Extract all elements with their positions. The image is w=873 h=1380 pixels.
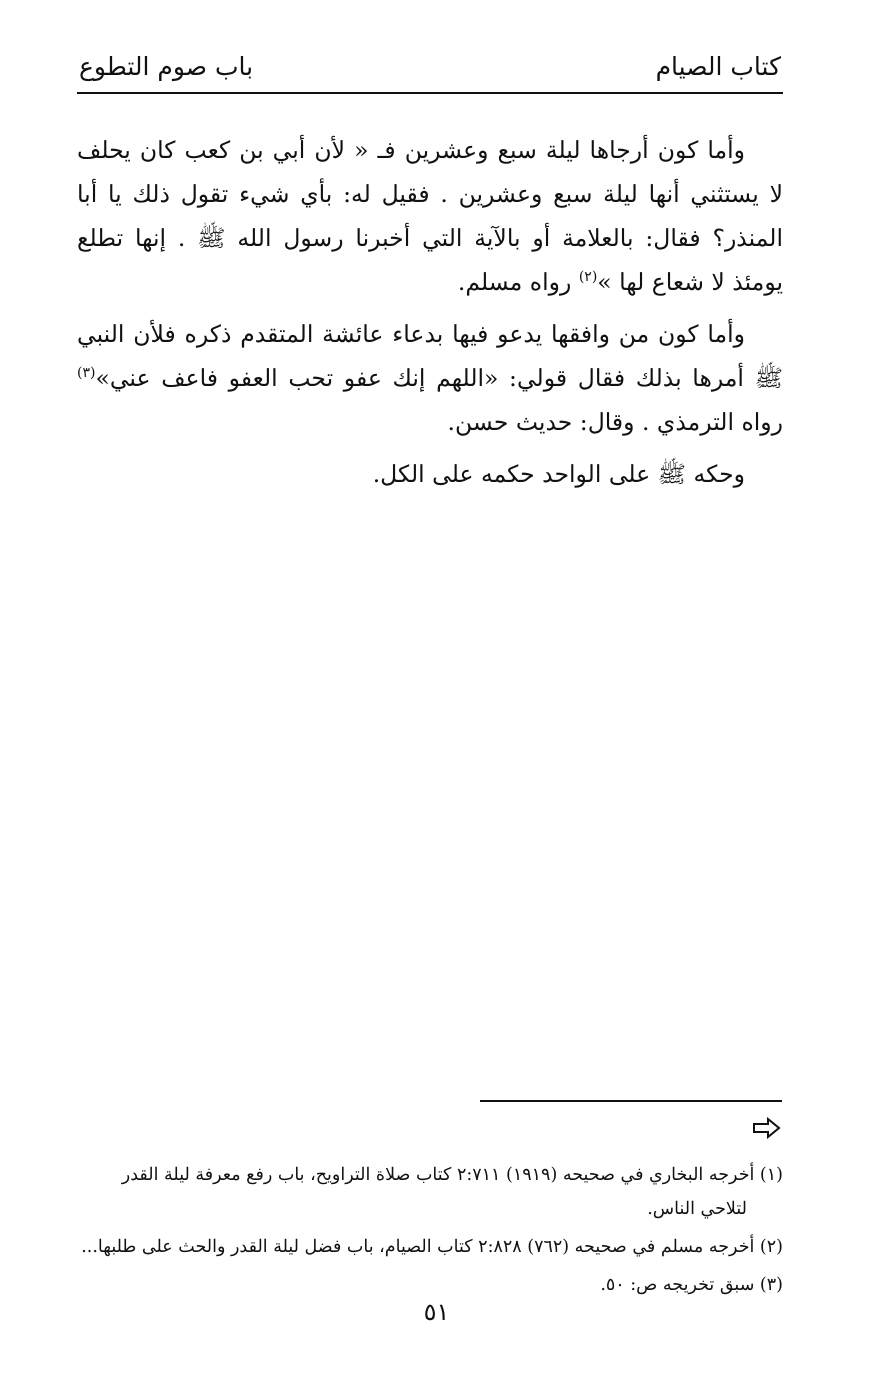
footnote-ref-2: (٢) [578, 269, 598, 286]
book-title: كتاب الصيام [655, 52, 781, 81]
right-arrow-outline-icon [752, 1116, 782, 1140]
page-number: ٥١ [423, 1298, 450, 1326]
paragraph-3: وحكه ﷺ على الواحد حكمه على الكل. [372, 460, 745, 488]
chapter-title: باب صوم التطوع [79, 52, 254, 81]
footnote-1-text: (١) أخرجه البخاري في صحيحه (١٩١٩) ٢:٧١١ كتاب صلاة التراويح، باب رفع معرفة ليلة القدر [121, 1165, 783, 1185]
paragraph-2-text: وأما كون من وافقها يدعو فيها بدعاء عائشة المتقدم ذكره فلأن النبي ﷺ أمرها بذلك فقال قولي: «اللهم إنك عفو تحب العفو فاعف عني» [77, 320, 783, 392]
paragraph-1-text: وأما كون أرجاها ليلة سبع وعشرين فـ « لأن أبي بن كعب كان يحلف لا يستثني أنها ليلة سبع وعشرين . فقيل له: بأي شيء تقول ذلك يا أبا المنذر؟ فقال: بالعلامة أو بالآية التي أخبرنا رسول الله ﷺ . إنها تطلع يومئذ لا شعاع لها » [77, 136, 783, 296]
footnote-ref-3: (٣) [77, 365, 96, 382]
footnote-1-continuation: لتلاحي الناس. [647, 1199, 747, 1219]
footnote-2: (٢) أخرجه مسلم في صحيحه (٧٦٢) ٢:٨٢٨ كتاب الصيام، باب فضل ليلة القدر والحث على طلبها... [81, 1237, 783, 1257]
running-header [77, 50, 783, 94]
footnote-3: (٣) سبق تخريجه ص: ٥٠. [600, 1275, 783, 1295]
paragraph-2-tail: رواه الترمذي . وقال: حديث حسن. [447, 408, 783, 436]
footnotes [77, 1158, 783, 1306]
paragraph-1 [77, 128, 783, 304]
paragraph-2 [77, 312, 783, 444]
footnote-separator [480, 1100, 782, 1102]
paragraph-1-tail: رواه مسلم. [457, 268, 579, 296]
main-text [77, 128, 783, 504]
footnote-1 [77, 1158, 783, 1226]
